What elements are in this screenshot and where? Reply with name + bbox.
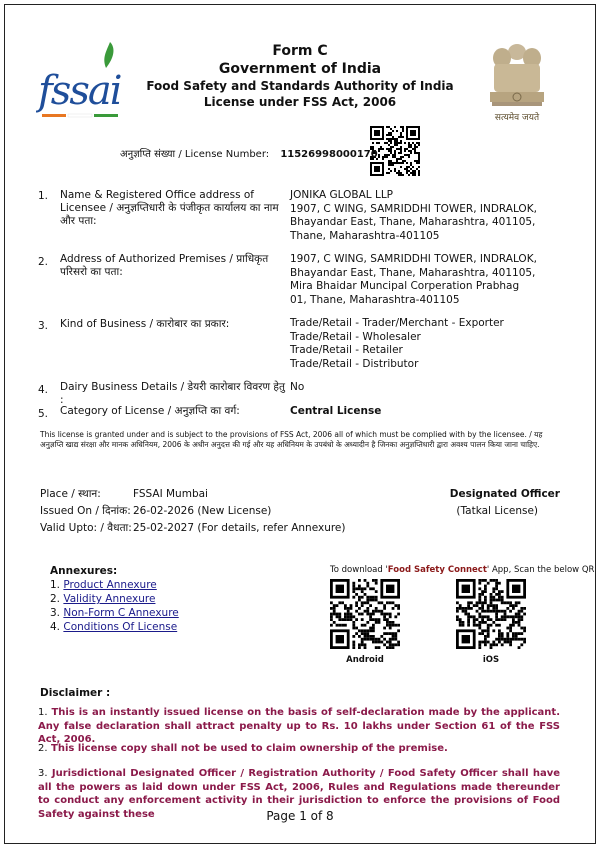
value-line: 1907, C WING, SAMRIDDHI TOWER, INDRALOK, <box>290 202 537 215</box>
conditions-of-license-link[interactable]: Conditions Of License <box>63 621 178 633</box>
item-number: 5. <box>38 408 49 420</box>
item-number: 1. <box>38 190 49 202</box>
value-line: Bhayandar East, Thane, Maharashtra, 401105, <box>290 216 536 228</box>
license-note: This license is granted under and is subject to the provisions of FSS Act, 2006 all of which must be complied with by the licensee. / यह अनुज्ञप्ति खाद्य संरक्षा और मानक अधिनियम, 2006 के अधीन अनुदत्त की गई और यह अधिनियम के उपबंधो के अध्यादीन है जिनका अनुज्ञप्तिधारी द्वारा अवश्य पालन किया जाना चाहिए. <box>40 430 543 449</box>
form-title: Form C <box>272 43 328 59</box>
value-line: 1907, C WING, SAMRIDDHI TOWER, INDRALOK, <box>290 253 537 265</box>
value-line: Trade/Retail - Retailer <box>290 344 403 356</box>
item-value-premises <box>290 253 570 307</box>
valid-label: Valid Upto: / वैधता: <box>40 522 132 534</box>
value-line: Trade/Retail - Distributor <box>290 357 419 370</box>
value-line: JONIKA GLOBAL LLP <box>290 189 394 201</box>
license-number-row <box>120 146 378 160</box>
license-number-value: 11526998000170 <box>280 149 378 160</box>
value-line: No <box>290 381 305 393</box>
app-name: Food Safety Connect <box>387 565 487 575</box>
value-line: Mira Bhaidar Muncipal Corperation Prabhag <box>290 280 520 292</box>
government-title: Government of India <box>218 61 382 77</box>
item-label-category: Category of License / अनुज्ञप्ति का वर्ग: <box>60 405 240 417</box>
android-label: Android <box>346 655 384 665</box>
item-value-dairy <box>290 381 570 395</box>
item-label-name-address: Name & Registered Office address of Licensee / अनुज्ञप्तिधारी के पंजीकृत कार्यालय का नाम और पता: <box>60 189 279 227</box>
disclaimer-item: 2. This license copy shall not be used to claim ownership of the premise. <box>38 743 448 754</box>
value-line: Central License <box>290 405 382 417</box>
item-label-business-kind: Kind of Business / कारोबार का प्रकार: <box>60 318 230 330</box>
annexures-list <box>50 578 179 634</box>
annexure-item: 4. Conditions Of License <box>50 621 178 633</box>
svg-text:fssai: fssai <box>38 68 121 114</box>
tatkal-license: (Tatkal License) <box>456 505 538 517</box>
disclaimer-title: Disclaimer : <box>40 687 111 699</box>
issued-value: 26-02-2026 (New License) <box>133 505 272 517</box>
value-line: Thane, Maharashtra-401105 <box>290 229 440 242</box>
validity-annexure-link[interactable]: Validity Annexure <box>63 593 156 605</box>
annexures-title: Annexures: <box>50 565 118 577</box>
item-number: 3. <box>38 320 49 332</box>
item-value-category <box>290 405 570 419</box>
title-block <box>130 42 470 110</box>
valid-value: 25-02-2027 (For details, refer Annexure) <box>133 522 346 534</box>
item-label-dairy: Dairy Business Details / डेयरी कारोबार विवरण हेतु : <box>60 381 285 406</box>
annexure-item: 3. Non-Form C Annexure <box>50 607 179 619</box>
place-value: FSSAI Mumbai <box>133 488 208 500</box>
license-number-label: अनुज्ञप्ति संख्या / License Number: <box>120 149 270 160</box>
value-line: Trade/Retail - Wholesaler <box>290 330 421 343</box>
ios-qr-code[interactable] <box>456 579 526 649</box>
authority-title: Food Safety and Standards Authority of India <box>146 79 454 93</box>
value-line: Bhayandar East, Thane, Maharashtra, 401105, <box>290 266 536 279</box>
fssai-logo <box>36 38 124 128</box>
ios-label: iOS <box>482 655 500 665</box>
annexure-item: 1. Product Annexure <box>50 579 157 591</box>
item-number: 2. <box>38 256 49 268</box>
product-annexure-link[interactable]: Product Annexure <box>63 579 157 591</box>
item-number: 4. <box>38 384 49 396</box>
item-label-premises: Address of Authorized Premises / प्राधिकृत परिसरो का पता: <box>60 253 269 278</box>
annexure-item: 2. Validity Annexure <box>50 593 156 605</box>
download-app-text: To download 'Food Safety Connect' App, Scan the below QR <box>330 565 595 575</box>
issued-label: Issued On / दिनांक: <box>40 505 131 517</box>
value-line: Trade/Retail - Trader/Merchant - Exporter <box>290 317 504 329</box>
disclaimer-item: 1. This is an instantly issued license on the basis of self-declaration made by the applicant. Any false declaration shall attract penalty up to Rs. 10 lakhs under Section 61 of the FSS Act, 2006. <box>38 707 561 745</box>
disclaimer-item: 3. Jurisdictional Designated Officer / Registration Authority / Food Safety Officer shall have all the powers as laid down under FSS Act, 2006, Rules and Regulations made thereunder to conduct any enforcement activity in their jurisdiction to enforce the provisions of Food Safety against these <box>38 768 561 820</box>
item-value-business-kind <box>290 317 570 371</box>
item-value-name-address <box>290 189 570 243</box>
value-line: 01, Thane, Maharashtra-401105 <box>290 293 460 306</box>
act-title: License under FSS Act, 2006 <box>203 95 397 109</box>
non-form-c-annexure-link[interactable]: Non-Form C Annexure <box>63 607 179 619</box>
android-qr-code[interactable] <box>330 579 400 649</box>
page-number: Page 1 of 8 <box>266 809 334 823</box>
designated-officer: Designated Officer <box>449 488 560 500</box>
place-label: Place / स्थान: <box>40 488 101 500</box>
emblem-caption: सत्यमेव जयते <box>494 113 540 123</box>
